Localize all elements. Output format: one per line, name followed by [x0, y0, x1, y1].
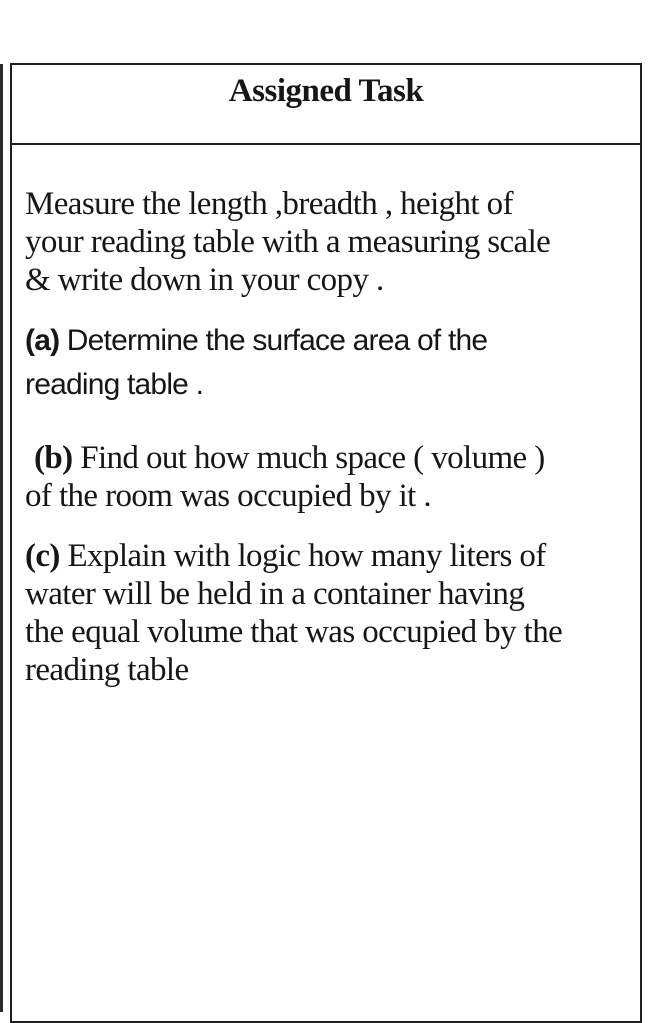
- page-left-edge: [0, 64, 3, 1012]
- table-header: [12, 65, 640, 145]
- question-a-line-1: Determine the surface area of the: [59, 324, 488, 357]
- question-c-label: (c): [25, 538, 60, 574]
- question-b-line-2: of the room was occupied by it .: [25, 478, 432, 514]
- question-c-line-1: Explain with logic how many liters of: [59, 538, 546, 574]
- table-title: Assigned Task: [228, 73, 424, 109]
- task-instructions: [25, 185, 622, 299]
- question-b: [25, 439, 622, 515]
- question-b-line-1: Find out how much space ( volume ): [72, 440, 545, 476]
- question-c: [25, 537, 622, 689]
- instruction-line-1: Measure the length ,breadth , height of: [25, 186, 513, 222]
- question-c-line-3: the equal volume that was occupied by the: [25, 614, 563, 650]
- question-a: [25, 319, 622, 407]
- question-b-label: (b): [34, 440, 73, 476]
- instruction-line-2: your reading table with a measuring scale: [25, 224, 551, 260]
- question-a-label: (a): [25, 324, 60, 357]
- question-a-line-2: reading table .: [25, 368, 204, 401]
- assigned-task-table: [10, 63, 642, 1023]
- question-c-line-4: reading table: [25, 652, 189, 688]
- table-body: [12, 145, 640, 689]
- question-c-line-2: water will be held in a container having: [25, 576, 525, 612]
- instruction-line-3: & write down in your copy .: [25, 262, 384, 298]
